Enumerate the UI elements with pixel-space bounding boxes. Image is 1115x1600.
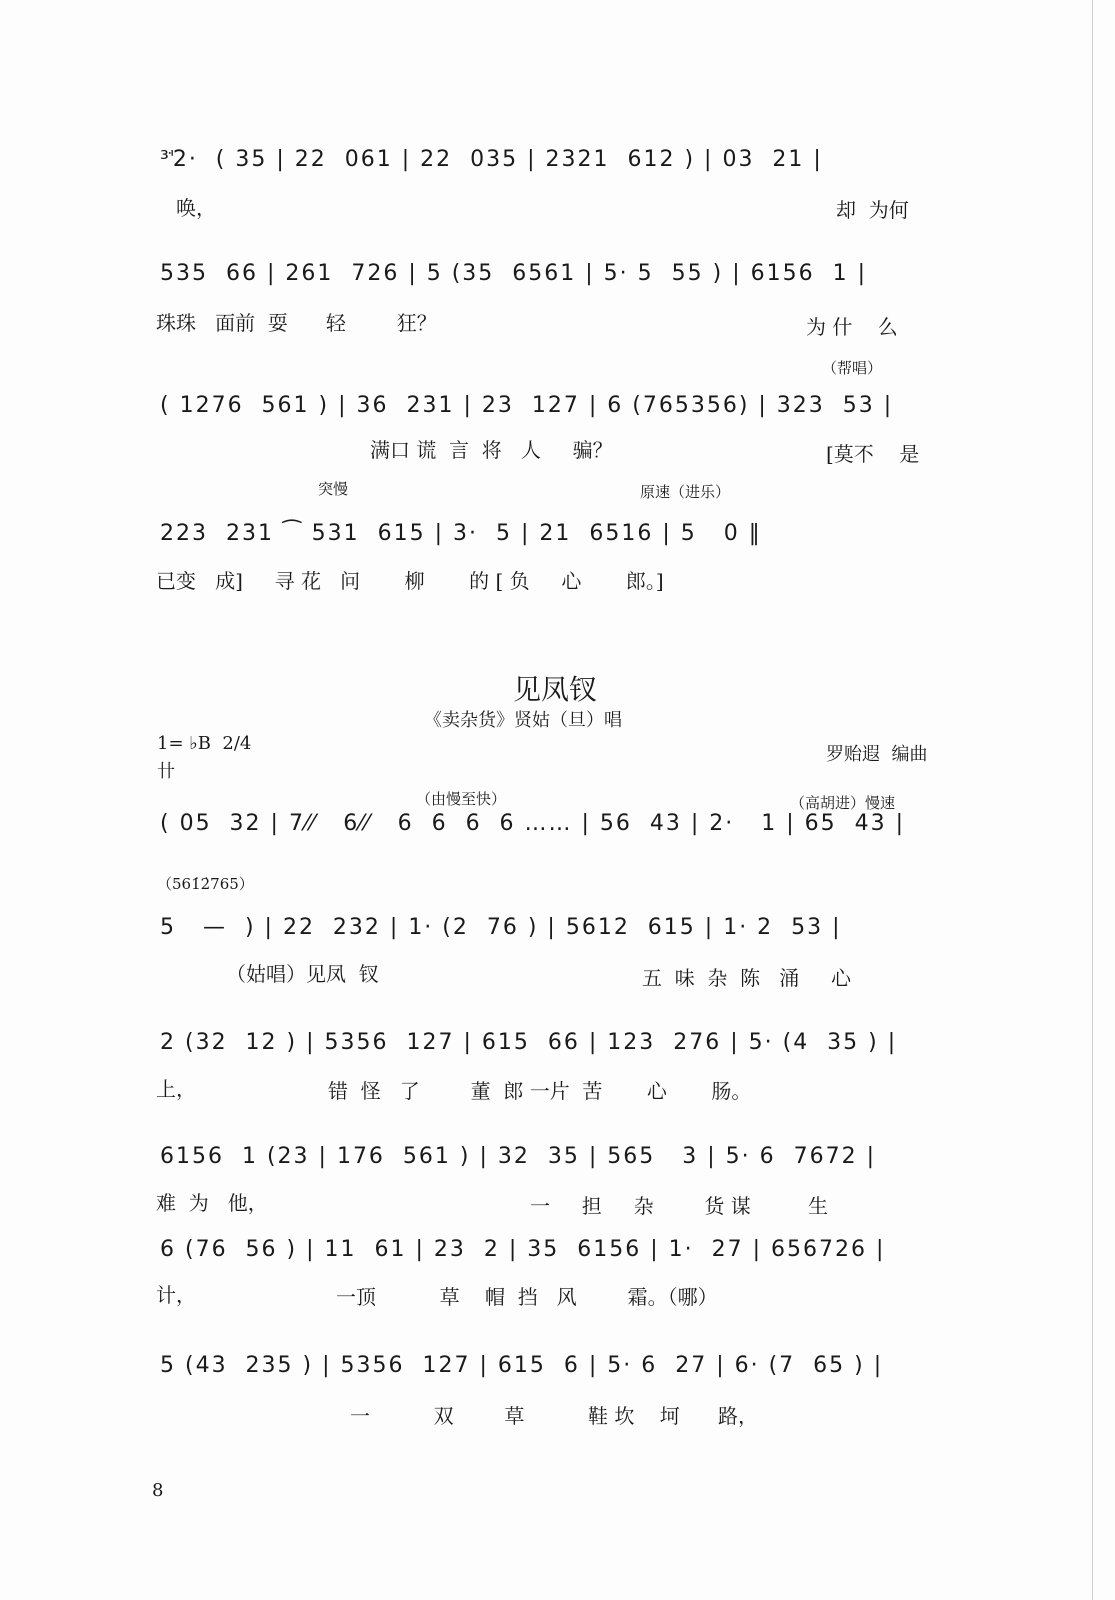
song-subtitle: 《卖杂货》贤姑（旦）唱: [424, 710, 622, 731]
staff-line-1-notes: ³ꜗ2· ( 35 | 22 061 | 22 035 | 2321 612 ) | 03 21 |: [160, 147, 823, 172]
staff-line-3-lyrics-center: 满口 谎 言 将 人 骗？: [370, 438, 613, 462]
staff-line-8-lyrics-left: 难 为 他，: [156, 1191, 268, 1215]
staff-line-2-lyrics-left: 珠珠 面前 耍 轻 狂？: [156, 311, 437, 335]
staff-line-7-lyrics-right: 错 怪 了 董 郎 一片 苦 心 肠。: [328, 1079, 752, 1103]
annotation-gaohu-slow: （高胡进）慢速: [790, 794, 896, 812]
staff-line-2-lyrics-right: 为 什 么: [806, 315, 898, 339]
staff-line-4-lyrics: 已变 成] 寻 花 问 柳 的 [ 负 心 郎。]: [156, 569, 664, 593]
staff-line-3-lyrics-right: [莫不 是: [826, 442, 920, 466]
tempo-mark: 卄: [157, 761, 175, 782]
staff-line-6-lyrics-right: 五 味 杂 陈 涌 心: [642, 966, 852, 990]
staff-line-1-lyrics-right: 却 为何: [836, 198, 909, 222]
staff-line-5-notes: ( 05 32 | 7⁄⁄ 6⁄⁄ 6 6 6 6 …… | 56 43 | 2· 1 | 65 43 |: [160, 811, 906, 836]
staff-line-9-lyrics-left: 计，: [156, 1283, 196, 1307]
staff-line-7-lyrics-left: 上，: [156, 1077, 196, 1101]
song-title: 见凤钗: [513, 673, 598, 706]
staff-line-7-notes: 2 (32 12 ) | 5356 127 | 615 66 | 123 276 | 5· (4 35 ) |: [160, 1030, 898, 1055]
page-number: 8: [152, 1480, 164, 1501]
staff-line-2-notes: 535 66 | 261 726 | 5 (35 6561 | 5· 5 55 ) | 6156 1 |: [160, 261, 867, 286]
annotation-slow-to-fast: （由慢至快）: [416, 790, 507, 808]
staff-line-10-lyrics: 一 双 草 鞋 坎 坷 路，: [350, 1404, 758, 1428]
staff-line-6-notes: 5 — ) | 22 232 | 1· (2 76 ) | 5612 615 | 1· 2 53 |: [160, 915, 842, 940]
annotation-bangchang: （帮唱）: [822, 359, 883, 377]
staff-line-1-lyrics-left: 唤，: [176, 196, 216, 220]
staff-line-9-lyrics-right: 一顶 草 帽 挡 风 霜。（哪）: [336, 1285, 718, 1309]
annotation-sudden-slow: 突慢: [318, 480, 349, 498]
staff-line-8-notes: 6156 1 (23 | 176 561 ) | 32 35 | 565 3 | 5· 6 7672 |: [160, 1144, 876, 1169]
composer-credit: 罗贻遐 编曲: [826, 744, 928, 765]
staff-line-6-lyrics-left: （姑唱）见凤 钗: [226, 962, 379, 986]
staff-line-9-notes: 6 (76 56 ) | 11 61 | 23 2 | 35 6156 | 1· 27 | 656726 |: [160, 1237, 886, 1262]
annotation-intro-phrase: （561̇2̇765）: [157, 875, 254, 893]
staff-line-10-notes: 5 (43 235 ) | 5356 127 | 615 6 | 5· 6 27 | 6· (7 65 ) |: [160, 1353, 884, 1378]
annotation-original-tempo: 原速（进乐）: [640, 483, 731, 501]
staff-line-4-notes: 223 231 ⁀ 531 615 | 3· 5 | 21 6516 | 5 0 ‖: [160, 521, 762, 546]
staff-line-3-notes: ( 1276 561 ) | 36 231 | 23 127 | 6 (765356) | 323 53 |: [160, 393, 894, 418]
page-edge-right: [1092, 0, 1093, 1600]
key-signature: 1= ♭B 2/4: [157, 733, 252, 754]
staff-line-8-lyrics-right: 一 担 杂 货 谋 生: [530, 1194, 829, 1218]
